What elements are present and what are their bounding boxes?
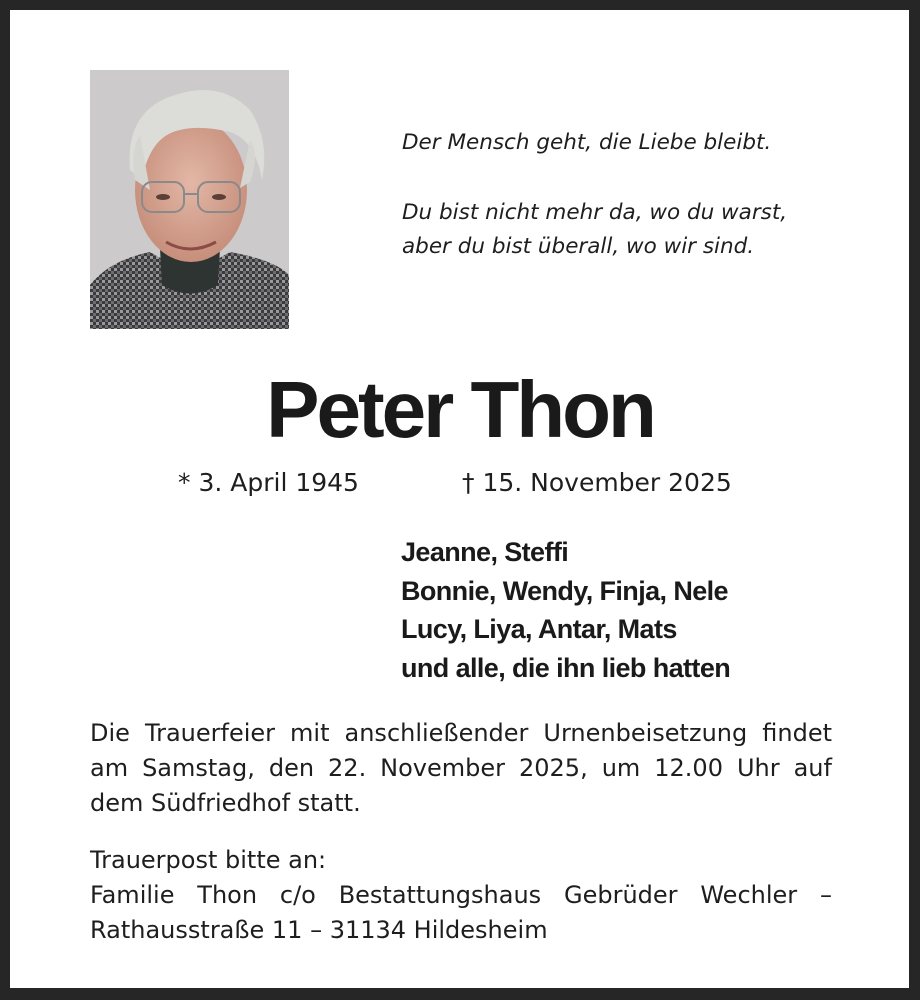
word: 22. [328, 754, 367, 782]
condolence-address-line [90, 878, 832, 913]
word: auf [793, 754, 832, 782]
word: 12.00 [654, 754, 723, 782]
word: Uhr [736, 754, 780, 782]
word: Trauerfeier [144, 719, 276, 747]
portrait-photo [90, 70, 289, 329]
death-date: † 15. November 2025 [462, 468, 732, 497]
condolence-mail-info [90, 843, 832, 948]
quote-line: Du bist nicht mehr da, wo du warst, [402, 200, 788, 225]
word: Gebrüder [563, 881, 678, 909]
word: c/o [279, 881, 316, 909]
ceremony-line [90, 716, 832, 751]
mourner-line: Bonnie, Wendy, Finja, Nele [401, 575, 728, 606]
word: Familie [90, 881, 175, 909]
word: findet [762, 719, 832, 747]
word: Samstag, [142, 754, 255, 782]
mourner-line: Jeanne, Steffi [401, 537, 569, 567]
word: – [819, 881, 832, 909]
ceremony-line [90, 751, 832, 786]
word: am [90, 754, 129, 782]
word: anschließender [344, 719, 529, 747]
condolence-heading: Trauerpost bitte an: [90, 846, 327, 874]
word: um [601, 754, 641, 782]
mourner-line: und alle, die ihn lieb hatten [401, 652, 731, 683]
birth-date: * 3. April 1945 [178, 468, 359, 497]
word: Wechler [700, 881, 798, 909]
word: Urnenbeisetzung [543, 719, 748, 747]
quote-line: aber du bist überall, wo wir sind. [402, 234, 755, 259]
deceased-name: Peter Thon [266, 365, 654, 454]
ceremony-line: dem Südfriedhof statt. [90, 789, 361, 817]
condolence-address-line: Rathausstraße 11 – 31134 Hildesheim [90, 916, 548, 944]
word: Thon [197, 881, 258, 909]
word: Die [90, 719, 130, 747]
mourners-list [401, 533, 730, 687]
quote-line: Der Mensch geht, die Liebe bleibt. [402, 130, 772, 155]
word: Bestattungshaus [338, 881, 542, 909]
word: November [380, 754, 506, 782]
word: mit [290, 719, 330, 747]
word: den [268, 754, 315, 782]
ceremony-info [90, 716, 832, 821]
word: 2025, [519, 754, 588, 782]
quote-verse [402, 196, 882, 264]
mourner-line: Lucy, Liya, Antar, Mats [401, 614, 677, 644]
